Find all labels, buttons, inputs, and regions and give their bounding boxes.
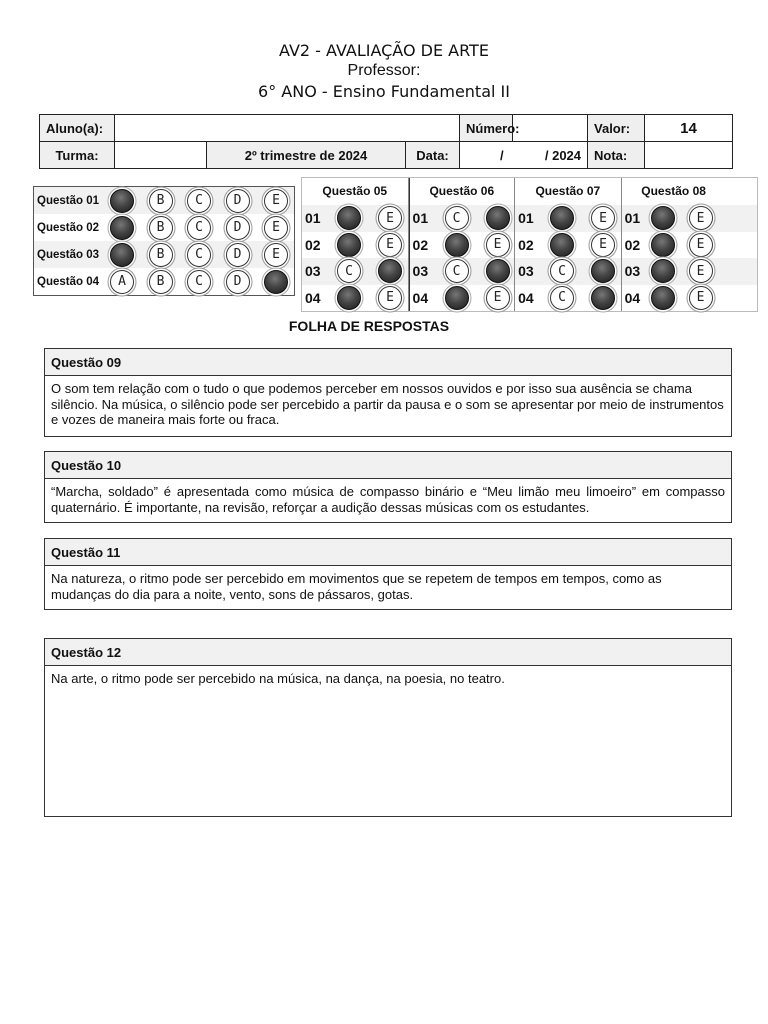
bubble-e-icon[interactable]: E [264, 189, 288, 213]
bubble-e-icon[interactable]: E [591, 233, 615, 257]
bubble-e-icon[interactable]: E [591, 206, 615, 230]
bubble-c-icon[interactable]: C [550, 259, 574, 283]
answer-row [302, 205, 408, 232]
answer-row [410, 232, 515, 259]
answer-row [410, 285, 515, 312]
data-field[interactable] [460, 142, 588, 169]
bubble-filled-icon[interactable] [651, 206, 675, 230]
bubble-filled-icon[interactable] [591, 286, 615, 310]
bubble-filled-icon[interactable] [110, 216, 134, 240]
bubble-b-icon[interactable]: B [149, 189, 173, 213]
item-number: 04 [412, 289, 429, 306]
question-11-box [44, 538, 732, 610]
bubble-filled-icon[interactable] [550, 233, 574, 257]
bubble-filled-icon[interactable] [651, 259, 675, 283]
bubble-e-icon[interactable]: E [689, 286, 713, 310]
column-title: Questão 06 [429, 184, 495, 198]
bubble-b-icon[interactable]: B [149, 270, 173, 294]
answer-row [34, 187, 294, 214]
question-12-box [44, 638, 732, 817]
bubble-d-icon[interactable]: D [226, 243, 250, 267]
trimestre-label: 2º trimestre de 2024 [207, 142, 406, 169]
grade-line: 6° ANO - Ensino Fundamental II [258, 82, 510, 101]
bubble-filled-icon[interactable] [378, 259, 402, 283]
numero-field[interactable] [513, 115, 588, 142]
bubble-c-icon[interactable]: C [187, 216, 211, 240]
answer-column-q06 [409, 178, 516, 311]
exam-title: AV2 - AVALIAÇÃO DE ARTE [279, 41, 489, 60]
bubble-filled-icon[interactable] [445, 286, 469, 310]
answer-row [302, 232, 408, 259]
answer-row [515, 258, 621, 285]
item-number: 03 [518, 263, 534, 280]
question-answer[interactable]: Na arte, o ritmo pode ser percebido na música, na dança, na poesia, no teatro. [51, 671, 505, 686]
answer-row [622, 258, 757, 285]
question-label: Questão 02 [37, 221, 99, 234]
student-info-table [39, 114, 733, 169]
bubble-b-icon[interactable]: B [149, 243, 173, 267]
bubble-c-icon[interactable]: C [337, 259, 361, 283]
valor-value: 14 [645, 115, 733, 142]
answer-row [302, 285, 408, 312]
bubble-c-icon[interactable]: C [550, 286, 574, 310]
item-number: 04 [305, 289, 321, 306]
data-year: / 2024 [544, 147, 582, 163]
question-title: Questão 10 [45, 452, 731, 479]
bubble-d-icon[interactable]: D [226, 270, 250, 294]
item-number: 03 [412, 263, 429, 280]
bubble-c-icon[interactable]: C [445, 259, 469, 283]
answer-row [515, 205, 621, 232]
bubble-e-icon[interactable]: E [689, 206, 713, 230]
bubble-e-icon[interactable]: E [378, 286, 402, 310]
bubble-c-icon[interactable]: C [187, 243, 211, 267]
answer-row [622, 232, 757, 259]
column-title: Questão 08 [641, 184, 706, 198]
bubble-filled-icon[interactable] [110, 189, 134, 213]
answer-row [34, 268, 294, 295]
bubble-filled-icon[interactable] [486, 259, 510, 283]
nota-label: Nota: [588, 142, 645, 169]
answer-row [34, 214, 294, 241]
bubble-filled-icon[interactable] [337, 206, 361, 230]
question-title: Questão 12 [45, 639, 731, 666]
answer-column-q08 [622, 178, 757, 311]
professor-line: Professor: [347, 62, 421, 79]
numero-label: Número: [460, 115, 513, 142]
question-answer[interactable]: “Marcha, soldado” é apresentada como música de compasso binário e “Meu limão meu limoeiro” em compasso quaternário. É importante, na revisão, reforçar a audição dessas músicas com os estudantes. [51, 484, 725, 515]
bubble-e-icon[interactable]: E [264, 243, 288, 267]
bubble-filled-icon[interactable] [337, 233, 361, 257]
bubble-e-icon[interactable]: E [486, 286, 510, 310]
bubble-e-icon[interactable]: E [378, 233, 402, 257]
data-label: Data: [406, 142, 460, 169]
valor-label: Valor: [588, 115, 645, 142]
bubble-filled-icon[interactable] [550, 206, 574, 230]
answer-sheet-title: FOLHA DE RESPOSTAS [288, 318, 450, 334]
column-title: Questão 05 [322, 184, 388, 198]
column-title: Questão 07 [535, 184, 601, 198]
bubble-b-icon[interactable]: B [149, 216, 173, 240]
item-number: 02 [305, 236, 321, 253]
bubble-c-icon[interactable]: C [187, 189, 211, 213]
answer-column-q07 [515, 178, 622, 311]
item-number: 01 [624, 210, 641, 227]
nota-field[interactable] [645, 142, 733, 169]
item-number: 02 [518, 236, 534, 253]
answer-row [410, 205, 515, 232]
aluno-field[interactable] [115, 115, 460, 142]
question-label: Questão 01 [37, 194, 99, 207]
answer-row [302, 258, 408, 285]
answer-grid-questions-1-4 [33, 186, 295, 296]
item-number: 02 [624, 236, 641, 253]
bubble-e-icon[interactable]: E [378, 206, 402, 230]
bubble-filled-icon[interactable] [591, 259, 615, 283]
answer-row [34, 241, 294, 268]
bubble-a-icon[interactable]: A [110, 270, 134, 294]
aluno-label: Aluno(a): [40, 115, 115, 142]
document-header [0, 40, 768, 103]
bubble-d-icon[interactable]: D [226, 189, 250, 213]
item-number: 03 [305, 263, 321, 280]
question-answer[interactable]: Na natureza, o ritmo pode ser percebido em movimentos que se repetem de tempos em tempos, como as mudanças do dia para a noite, vento, sons de pássaros, gotas. [51, 571, 662, 602]
bubble-filled-icon[interactable] [445, 233, 469, 257]
item-number: 01 [412, 210, 429, 227]
bubble-filled-icon[interactable] [651, 233, 675, 257]
bubble-e-icon[interactable]: E [486, 233, 510, 257]
bubble-e-icon[interactable]: E [689, 259, 713, 283]
item-number: 04 [518, 289, 534, 306]
question-label: Questão 03 [37, 248, 99, 261]
turma-label: Turma: [40, 142, 115, 169]
item-number: 03 [624, 263, 641, 280]
answer-row [410, 258, 515, 285]
bubble-filled-icon[interactable] [651, 286, 675, 310]
bubble-filled-icon[interactable] [264, 270, 288, 294]
question-title: Questão 11 [45, 539, 731, 566]
bubble-filled-icon[interactable] [337, 286, 361, 310]
data-slash: / [500, 147, 504, 163]
answer-row [515, 285, 621, 312]
bubble-e-icon[interactable]: E [689, 233, 713, 257]
item-number: 01 [305, 210, 321, 227]
bubble-c-icon[interactable]: C [445, 206, 469, 230]
item-number: 01 [518, 210, 534, 227]
question-10-box [44, 451, 732, 523]
answer-row [622, 205, 757, 232]
bubble-filled-icon[interactable] [486, 206, 510, 230]
answer-grid-questions-5-8 [301, 177, 758, 312]
answer-row [515, 232, 621, 259]
question-title: Questão 09 [45, 349, 731, 376]
item-number: 02 [412, 236, 429, 253]
item-number: 04 [624, 289, 641, 306]
bubble-d-icon[interactable]: D [226, 216, 250, 240]
question-label: Questão 04 [37, 275, 99, 288]
question-answer[interactable]: O som tem relação com o tudo o que podemos perceber em nossos ouvidos e por isso sua ausência se chama silêncio. Na música, o silêncio pode ser percebido a partir da pausa e o som se apresentar por meio de instrumentos e vozes de maneira mais forte ou fraca. [51, 381, 724, 427]
question-09-box [44, 348, 732, 437]
answer-column-q05 [302, 178, 409, 311]
bubble-c-icon[interactable]: C [187, 270, 211, 294]
bubble-e-icon[interactable]: E [264, 216, 288, 240]
answer-row [622, 285, 757, 312]
turma-field[interactable] [115, 142, 207, 169]
bubble-filled-icon[interactable] [110, 243, 134, 267]
